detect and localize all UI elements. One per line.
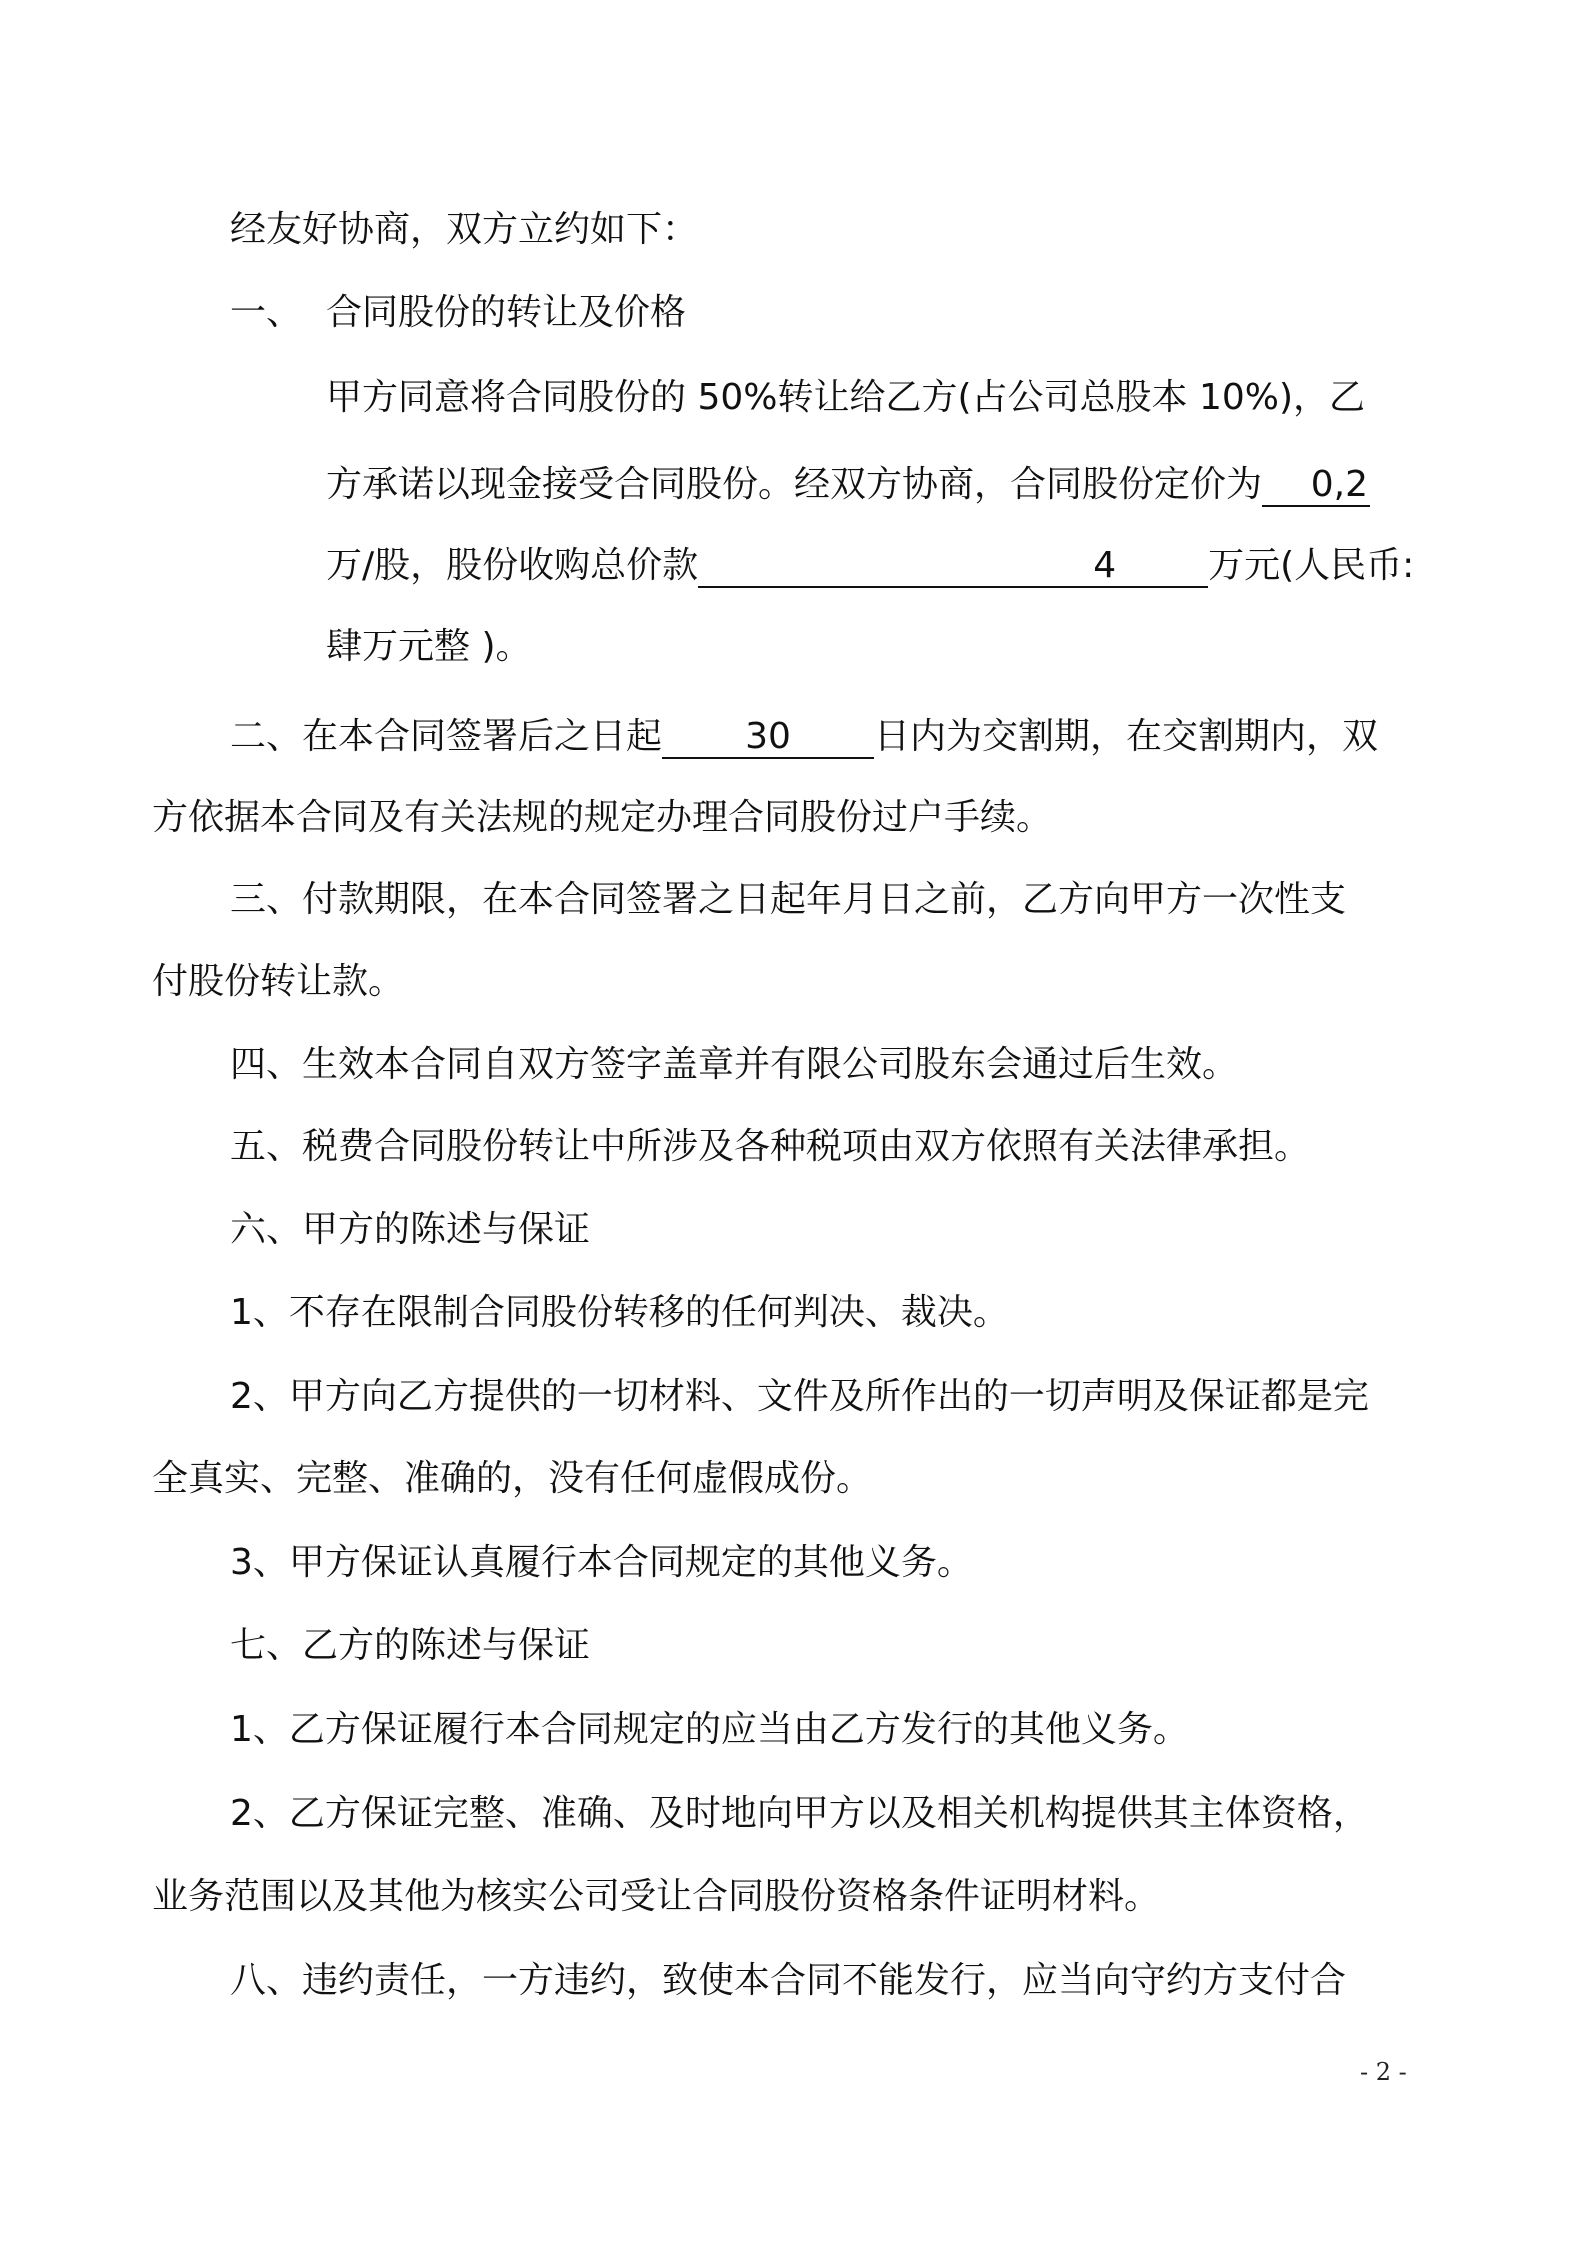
section7-title: 七、乙方的陈述与保证	[230, 1625, 591, 1666]
price-blank: 0,2	[1262, 455, 1370, 507]
section3-line1: 三、付款期限，在本合同签署之日起年月日之前，乙方向甲方一次性支	[230, 879, 1347, 920]
section6-item2-line2: 全真实、完整、准确的，没有任何虚假成份。	[152, 1458, 873, 1499]
section1-number: 一、	[230, 292, 303, 333]
section2-line1	[230, 707, 1378, 767]
section2-line1-suffix: 日内为交割期，在交割期内，双	[874, 716, 1379, 757]
section1-line3-suffix: 万元(人民币:	[1208, 545, 1415, 586]
section5-text: 五、税费合同股份转让中所涉及各种税项由双方依照有关法律承担。	[230, 1126, 1311, 1167]
section6-title: 六、甲方的陈述与保证	[230, 1209, 591, 1250]
section7-item2-line2: 业务范围以及其他为核实公司受让合同股份资格条件证明材料。	[152, 1876, 1161, 1917]
days-blank: 30	[662, 707, 874, 759]
total-price-blank: 4	[698, 536, 1208, 588]
section6-item3: 3、甲方保证认真履行本合同规定的其他义务。	[230, 1542, 973, 1583]
section4-text: 四、生效本合同自双方签字盖章并有限公司股东会通过后生效。	[230, 1044, 1239, 1085]
section6-item1: 1、不存在限制合同股份转移的任何判决、裁决。	[230, 1292, 1009, 1333]
section1-line1: 甲方同意将合同股份的 50%转让给乙方(占公司总股本 10%)，乙	[326, 377, 1366, 418]
section3-line2: 付股份转让款。	[152, 961, 405, 1002]
section7-item2-line1: 2、乙方保证完整、准确、及时地向甲方以及相关机构提供其主体资格，	[230, 1793, 1369, 1834]
section1-line2	[326, 455, 1370, 515]
section1-line3-text: 万/股，股份收购总价款	[326, 545, 699, 586]
section8-line1: 八、违约责任，一方违约，致使本合同不能发行，应当向守约方支付合	[230, 1960, 1347, 2001]
section1-line4: 肆万元整 )。	[326, 626, 532, 667]
section7-item1: 1、乙方保证履行本合同规定的应当由乙方发行的其他义务。	[230, 1709, 1189, 1750]
section2-line2: 方依据本合同及有关法规的规定办理合同股份过户手续。	[152, 797, 1053, 838]
page-number: - 2 -	[1360, 2058, 1407, 2086]
section1-title: 合同股份的转让及价格	[326, 292, 687, 333]
section1-line2-text: 方承诺以现金接受合同股份。经双方协商，合同股份定价为	[326, 464, 1263, 505]
section6-item2-line1: 2、甲方向乙方提供的一切材料、文件及所作出的一切声明及保证都是完	[230, 1376, 1369, 1417]
intro-text: 经友好协商，双方立约如下：	[230, 209, 699, 250]
section2-line1-text: 二、在本合同签署后之日起	[230, 716, 663, 757]
section1-line3	[326, 536, 1414, 596]
